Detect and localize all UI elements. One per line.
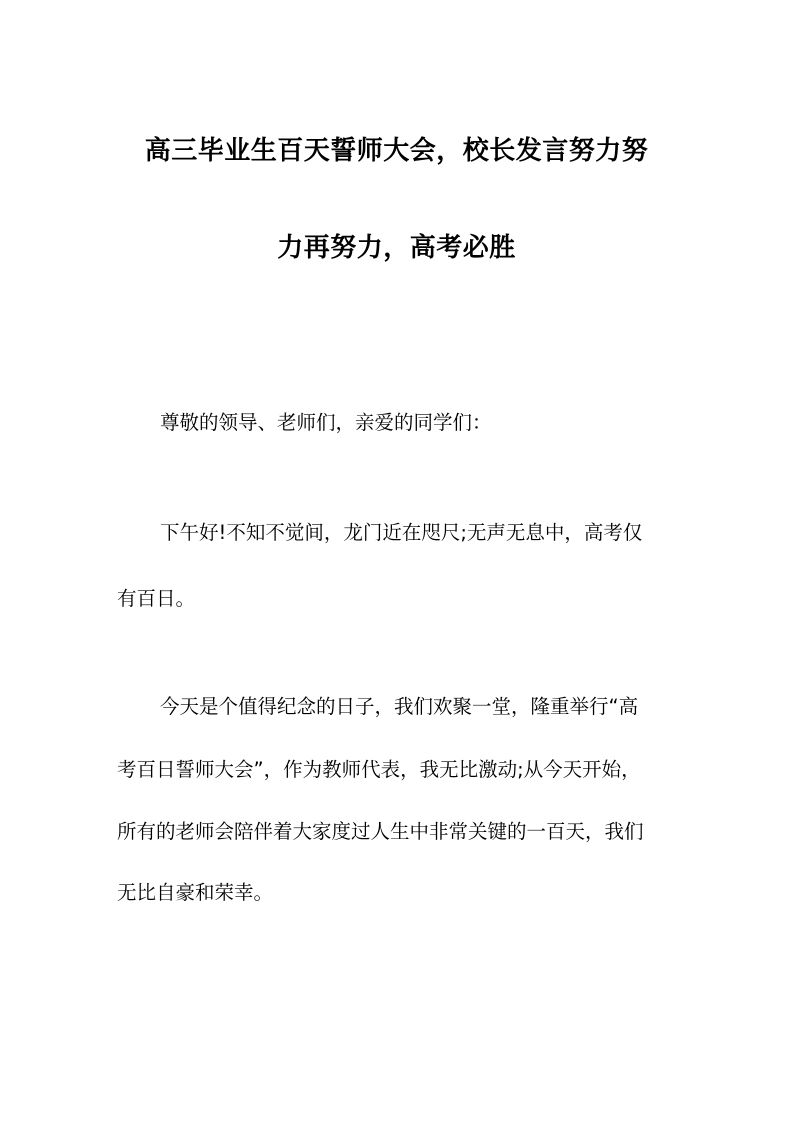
document-title-line-1: 高三毕业生百天誓师大会，校长发言努力努 xyxy=(144,136,649,166)
paragraph-3-line-4: 无比自豪和荣幸。 xyxy=(117,881,274,904)
salutation: 尊敬的领导、老师们，亲爱的同学们： xyxy=(160,411,492,434)
paragraph-3-line-2: 考百日誓师大会”，作为教师代表，我无比激动;从今天开始， xyxy=(117,758,641,781)
paragraph-2-line-1: 下午好!不知不觉间，龙门近在咫尺;无声无息中，高考仅 xyxy=(160,521,643,544)
paragraph-2-line-2: 有百日。 xyxy=(117,587,196,610)
paragraph-3-line-1: 今天是个值得纪念的日子，我们欢聚一堂，隆重举行“高 xyxy=(160,695,639,718)
paragraph-3-line-3: 所有的老师会陪伴着大家度过人生中非常关键的一百天，我们 xyxy=(117,820,644,843)
document-title-line-2: 力再努力，高考必胜 xyxy=(277,233,516,263)
